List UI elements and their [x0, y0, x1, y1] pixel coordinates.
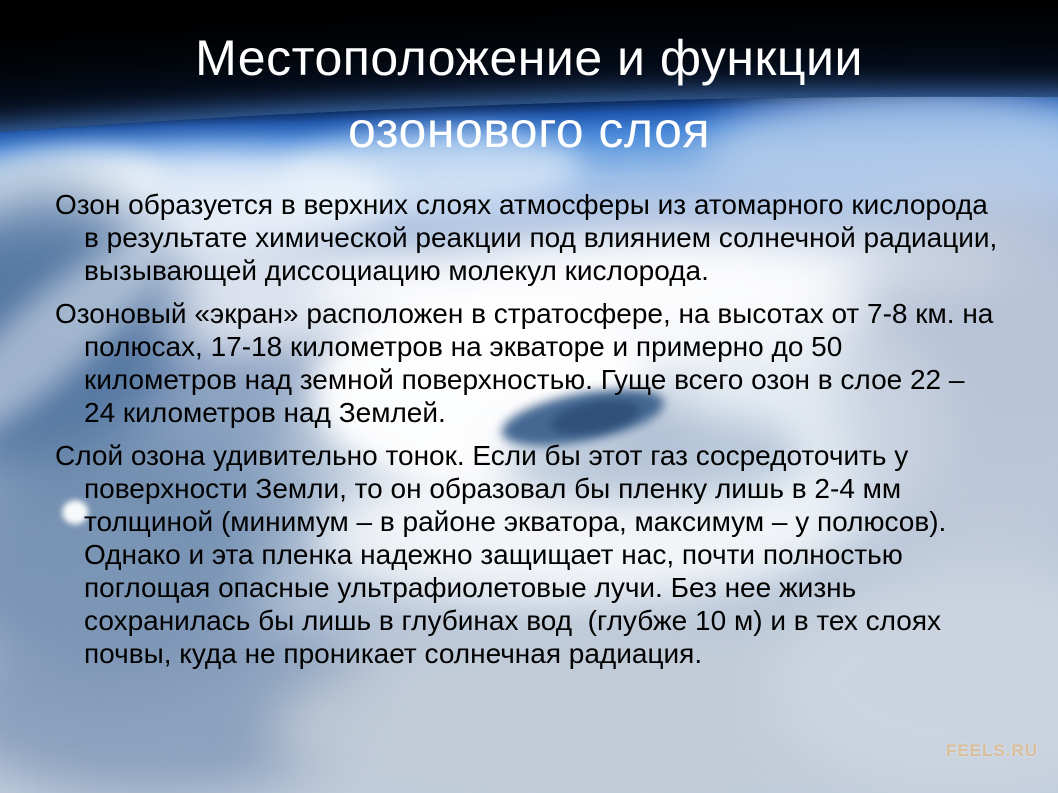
paragraph-ozone-formation: Озон образуется в верхних слоях атмосферы из атомарного кислорода в результате химической реакции под влиянием солнечной радиации, вызывающей диссоциацию молекул кислорода. [55, 189, 1006, 286]
slide-body [0, 188, 1058, 680]
watermark: FEELS.RU [945, 741, 1038, 760]
slide-title: Местоположение и функции озонового слоя [195, 30, 863, 158]
paragraph-ozone-location: Озоновый «экран» расположен в стратосфере, на высотах от 7-8 км. на полюсах, 17-18 километров на экваторе и примерно до 50 километров над земной поверхностью. Гуще всего озон в слое 22 – 24 километров над Землей. [55, 298, 1002, 428]
paragraph-ozone-thickness: Слой озона удивительно тонок. Если бы этот газ сосредоточить у поверхности Земли, то он образовал бы пленку лишь в 2-4 мм толщиной (минимум – в районе экватора, максимум – у полюсов). Однако и эта пленка надежно защищает нас, почти полностью поглощая опасные ультрафиолетовые лучи. Без нее жизнь сохранилась бы лишь в глубинах вод (глубже 10 м) и в тех слоях почвы, куда не проникает солнечная радиация. [55, 440, 955, 669]
